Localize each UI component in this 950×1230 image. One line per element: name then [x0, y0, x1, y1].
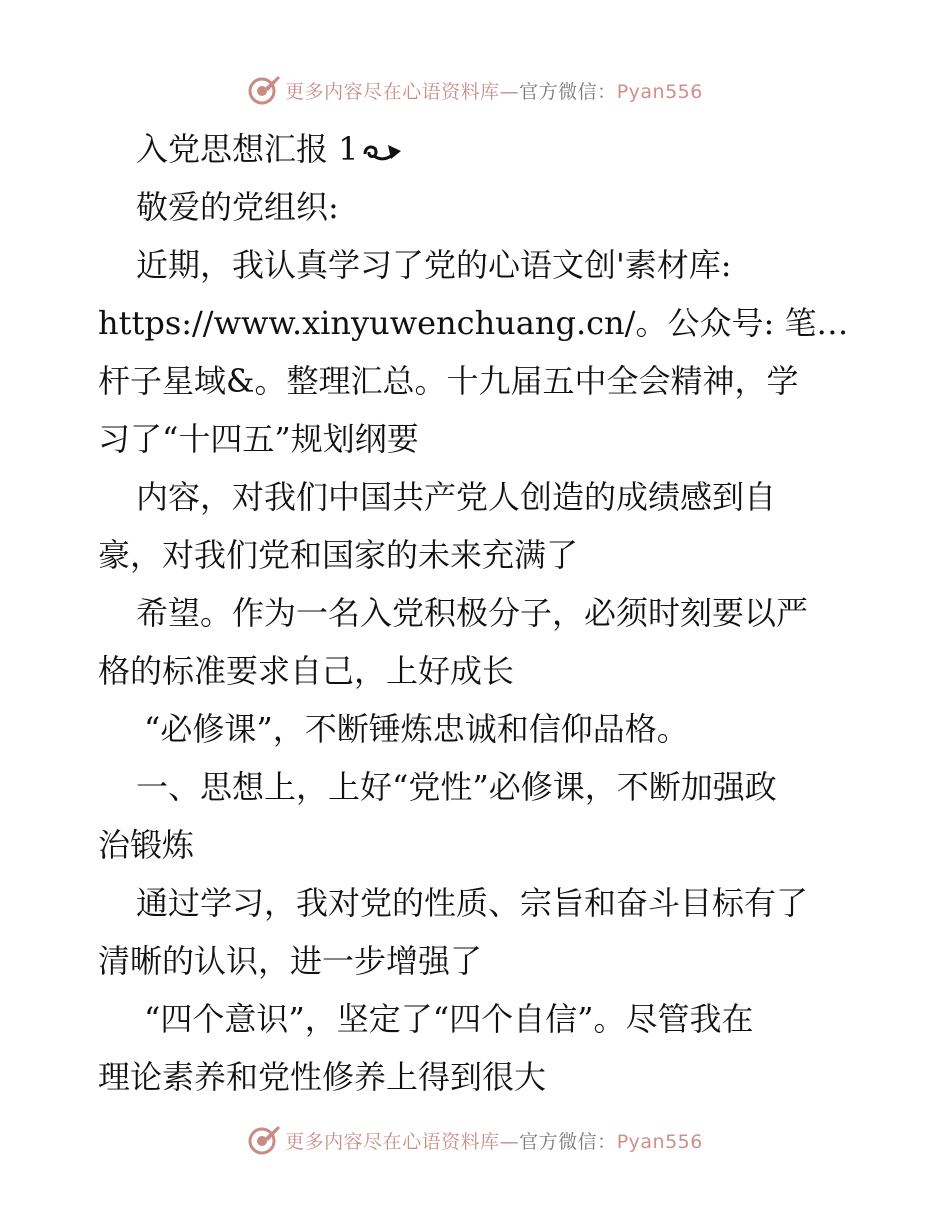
- paragraph-line: “必修课”，不断锤炼忠诚和信仰品格。: [144, 710, 689, 748]
- section-heading-continued: 治锻炼: [98, 826, 195, 864]
- paragraph-line: 理论素养和党性修养上得到很大: [98, 1058, 547, 1096]
- swirl-ornament-icon: [361, 137, 405, 167]
- paragraph-line: https://www.xinyuwenchuang.cn/。公众号: 笔…: [98, 304, 849, 342]
- paragraph-line: 内容，对我们中国共产党人创造的成绩感到自: [136, 478, 777, 516]
- document-title: 入党思想汇报 1: [98, 120, 858, 178]
- watermark-text: 更多内容尽在心语资料库—官方微信：Pyan556: [285, 80, 703, 103]
- watermark-footer: [0, 1120, 950, 1160]
- paragraph-line: 近期，我认真学习了党的心语文创'素材库:: [136, 246, 732, 284]
- paragraph-line: 杆子星域&。整理汇总。十九届五中全会精神，学: [98, 362, 799, 400]
- paragraph-line: 通过学习，我对党的性质、宗旨和奋斗目标有了: [136, 884, 809, 922]
- paragraph-line: 清晰的认识，进一步增强了: [98, 942, 483, 980]
- paragraph-line: 习了“十四五”规划纲要: [98, 420, 419, 458]
- document-body: [98, 120, 858, 1106]
- pen-circle-logo-icon: [247, 1123, 281, 1157]
- paragraph-line: “四个意识”，坚定了“四个自信”。尽管我在: [144, 1000, 754, 1038]
- watermark-header: [0, 70, 950, 110]
- paragraph-line: 希望。作为一名入党积极分子，必须时刻要以严: [136, 594, 809, 632]
- salutation: 敬爱的党组织:: [136, 188, 339, 226]
- watermark-text: 更多内容尽在心语资料库—官方微信：Pyan556: [285, 1130, 703, 1153]
- pen-circle-logo-icon: [247, 73, 281, 107]
- paragraph-line: 豪，对我们党和国家的未来充满了: [98, 536, 579, 574]
- section-heading: 一、思想上，上好“党性”必修课，不断加强政: [136, 768, 777, 806]
- paragraph-line: 格的标准要求自己，上好成长: [98, 652, 515, 690]
